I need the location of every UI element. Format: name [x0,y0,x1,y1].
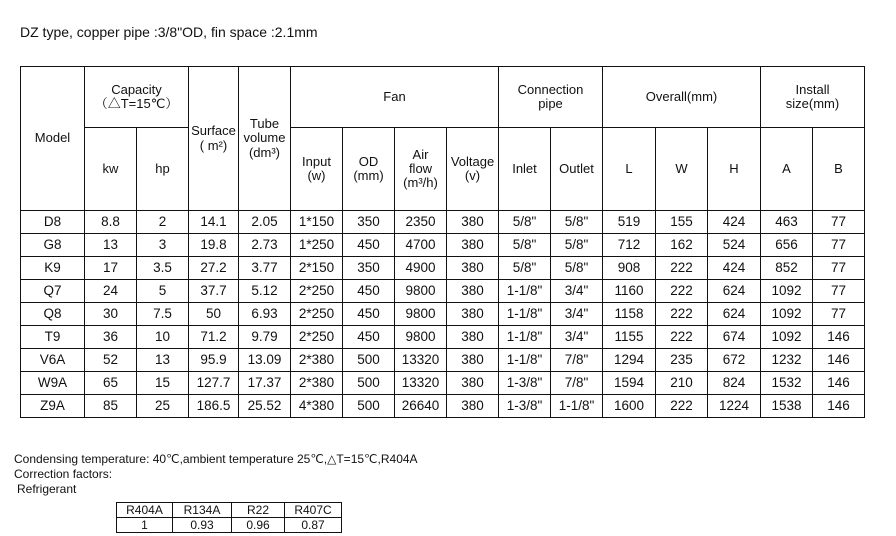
cell-width: 222 [656,257,708,280]
cell-install-b: 77 [813,257,865,280]
header-voltage: Voltage (v) [447,128,499,211]
cell-air-flow: 2350 [395,211,447,234]
cell-tube-volume: 2.73 [239,234,291,257]
cell-height: 624 [708,280,761,303]
cell-model: Q7 [21,280,85,303]
header-inlet: Inlet [499,128,551,211]
cell-model: Z9A [21,395,85,418]
cell-outlet: 3/4" [551,303,603,326]
cell-install-a: 1538 [761,395,813,418]
cell-hp: 10 [137,326,189,349]
cell-voltage: 380 [447,303,499,326]
cell-fan-input: 4*380 [291,395,343,418]
correction-label: Correction factors: [14,467,113,481]
cell-model: W9A [21,372,85,395]
cell-height: 824 [708,372,761,395]
cell-inlet: 1-3/8" [499,395,551,418]
cell-kw: 8.8 [85,211,137,234]
cell-outlet: 5/8" [551,211,603,234]
cell-fan-od: 500 [343,349,395,372]
cell-kw: 24 [85,280,137,303]
cell-inlet: 1-1/8" [499,326,551,349]
refrigerant-name: R22 [232,503,285,518]
refrigerant-label: Refrigerant [17,482,77,496]
cell-outlet: 7/8" [551,372,603,395]
header-air-flow: Air flow (m³/h) [395,128,447,211]
cell-length: 1155 [603,326,656,349]
cell-outlet: 5/8" [551,234,603,257]
cell-surface: 71.2 [189,326,239,349]
cell-fan-od: 450 [343,234,395,257]
cell-surface: 95.9 [189,349,239,372]
table-row [21,234,865,257]
cell-model: K9 [21,257,85,280]
cell-model: D8 [21,211,85,234]
page-heading: DZ type, copper pipe :3/8"OD, fin space :2.1mm [20,24,318,40]
cell-outlet: 5/8" [551,257,603,280]
table-row [21,349,865,372]
correction-value: 0.93 [173,518,232,533]
cell-voltage: 380 [447,326,499,349]
cell-tube-volume: 13.09 [239,349,291,372]
cell-model: V6A [21,349,85,372]
cell-outlet: 1-1/8" [551,395,603,418]
cell-voltage: 380 [447,234,499,257]
cell-hp: 7.5 [137,303,189,326]
cell-fan-input: 1*150 [291,211,343,234]
cell-install-a: 1532 [761,372,813,395]
cell-width: 155 [656,211,708,234]
cell-fan-od: 500 [343,395,395,418]
header-kw: kw [85,128,137,211]
cell-kw: 85 [85,395,137,418]
cell-install-a: 656 [761,234,813,257]
cell-width: 222 [656,395,708,418]
cell-install-b: 77 [813,234,865,257]
cell-fan-od: 450 [343,303,395,326]
cell-kw: 52 [85,349,137,372]
cell-model: Q8 [21,303,85,326]
cell-air-flow: 13320 [395,372,447,395]
correction-value: 0.96 [232,518,285,533]
header-hp: hp [137,128,189,211]
cell-inlet: 1-3/8" [499,372,551,395]
cell-height: 524 [708,234,761,257]
cell-install-a: 1092 [761,280,813,303]
cell-length: 519 [603,211,656,234]
cell-fan-input: 2*250 [291,303,343,326]
notes [14,452,418,497]
cell-fan-input: 2*380 [291,349,343,372]
cell-length: 1294 [603,349,656,372]
cell-install-a: 1092 [761,326,813,349]
cell-install-b: 77 [813,211,865,234]
header-outlet: Outlet [551,128,603,211]
cell-surface: 27.2 [189,257,239,280]
cell-surface: 127.7 [189,372,239,395]
cell-voltage: 380 [447,211,499,234]
header-model: Model [21,67,85,211]
cell-width: 210 [656,372,708,395]
cell-height: 424 [708,257,761,280]
header-tube-volume: Tube volume (dm³) [239,67,291,211]
header-width: W [656,128,708,211]
header-overall: Overall(mm) [603,67,761,128]
cell-hp: 13 [137,349,189,372]
cell-length: 1594 [603,372,656,395]
correction-factor-table [116,502,342,533]
refrigerant-name: R134A [173,503,232,518]
header-connection-pipe: Connection pipe [499,67,603,128]
table-row [21,395,865,418]
cell-voltage: 380 [447,257,499,280]
cell-model: T9 [21,326,85,349]
cell-install-b: 146 [813,395,865,418]
evaporator-spec-table [20,66,865,418]
cell-voltage: 380 [447,372,499,395]
cell-length: 908 [603,257,656,280]
cell-air-flow: 9800 [395,303,447,326]
cell-kw: 17 [85,257,137,280]
cell-inlet: 1-1/8" [499,303,551,326]
cell-fan-od: 450 [343,326,395,349]
cell-height: 672 [708,349,761,372]
cell-kw: 30 [85,303,137,326]
cell-install-a: 1092 [761,303,813,326]
cell-surface: 50 [189,303,239,326]
cell-install-b: 146 [813,372,865,395]
cell-height: 674 [708,326,761,349]
cell-width: 162 [656,234,708,257]
cell-width: 222 [656,326,708,349]
cell-fan-od: 350 [343,257,395,280]
cell-hp: 3.5 [137,257,189,280]
cell-air-flow: 9800 [395,280,447,303]
cell-tube-volume: 25.52 [239,395,291,418]
cell-tube-volume: 9.79 [239,326,291,349]
cell-height: 424 [708,211,761,234]
cell-length: 1600 [603,395,656,418]
cell-inlet: 1-1/8" [499,349,551,372]
cell-tube-volume: 3.77 [239,257,291,280]
table-row [21,257,865,280]
cell-install-a: 1232 [761,349,813,372]
cell-kw: 65 [85,372,137,395]
cell-hp: 25 [137,395,189,418]
cell-surface: 14.1 [189,211,239,234]
cell-outlet: 3/4" [551,280,603,303]
cell-fan-input: 2*250 [291,326,343,349]
cell-air-flow: 9800 [395,326,447,349]
cell-length: 1160 [603,280,656,303]
refrigerant-name: R404A [117,503,173,518]
cell-length: 712 [603,234,656,257]
cell-air-flow: 4900 [395,257,447,280]
cell-width: 222 [656,280,708,303]
header-fan-input: Input (w) [291,128,343,211]
cell-inlet: 5/8" [499,257,551,280]
table-row [21,303,865,326]
cell-hp: 3 [137,234,189,257]
refrigerant-name: R407C [285,503,342,518]
cell-inlet: 5/8" [499,234,551,257]
table-row [21,280,865,303]
cell-air-flow: 4700 [395,234,447,257]
header-fan: Fan [291,67,499,128]
cell-kw: 36 [85,326,137,349]
cell-voltage: 380 [447,349,499,372]
cell-length: 1158 [603,303,656,326]
header-install-a: A [761,128,813,211]
cell-fan-od: 350 [343,211,395,234]
table-row [21,211,865,234]
cell-fan-input: 2*250 [291,280,343,303]
cell-install-b: 146 [813,349,865,372]
cell-fan-input: 2*150 [291,257,343,280]
condensing-note: Condensing temperature: 40℃,ambient temperature 25℃,△T=15℃,R404A [14,452,418,466]
header-fan-od: OD (mm) [343,128,395,211]
cell-tube-volume: 5.12 [239,280,291,303]
cell-kw: 13 [85,234,137,257]
cell-surface: 19.8 [189,234,239,257]
cell-height: 624 [708,303,761,326]
cell-install-a: 463 [761,211,813,234]
cell-fan-input: 1*250 [291,234,343,257]
cell-inlet: 1-1/8" [499,280,551,303]
cell-tube-volume: 17.37 [239,372,291,395]
correction-value: 1 [117,518,173,533]
cell-fan-od: 500 [343,372,395,395]
cell-inlet: 5/8" [499,211,551,234]
cell-hp: 2 [137,211,189,234]
table-row [21,372,865,395]
cell-air-flow: 26640 [395,395,447,418]
cell-hp: 15 [137,372,189,395]
cell-tube-volume: 6.93 [239,303,291,326]
cell-install-b: 77 [813,303,865,326]
cell-fan-od: 450 [343,280,395,303]
correction-name-row [117,503,342,518]
cell-surface: 186.5 [189,395,239,418]
cell-voltage: 380 [447,280,499,303]
cell-hp: 5 [137,280,189,303]
table-row [21,326,865,349]
table-body [21,211,865,418]
header-height: H [708,128,761,211]
cell-install-b: 146 [813,326,865,349]
cell-height: 1224 [708,395,761,418]
correction-value-row [117,518,342,533]
correction-value: 0.87 [285,518,342,533]
header-length: L [603,128,656,211]
cell-tube-volume: 2.05 [239,211,291,234]
header-install-b: B [813,128,865,211]
cell-fan-input: 2*380 [291,372,343,395]
header-surface: Surface ( m²) [189,67,239,211]
cell-install-a: 852 [761,257,813,280]
cell-air-flow: 13320 [395,349,447,372]
cell-voltage: 380 [447,395,499,418]
cell-outlet: 3/4" [551,326,603,349]
header-install-size: Install size(mm) [761,67,865,128]
header-capacity: Capacity （△T=15℃） [85,67,189,128]
cell-width: 222 [656,303,708,326]
cell-install-b: 77 [813,280,865,303]
cell-surface: 37.7 [189,280,239,303]
cell-width: 235 [656,349,708,372]
cell-outlet: 7/8" [551,349,603,372]
cell-model: G8 [21,234,85,257]
